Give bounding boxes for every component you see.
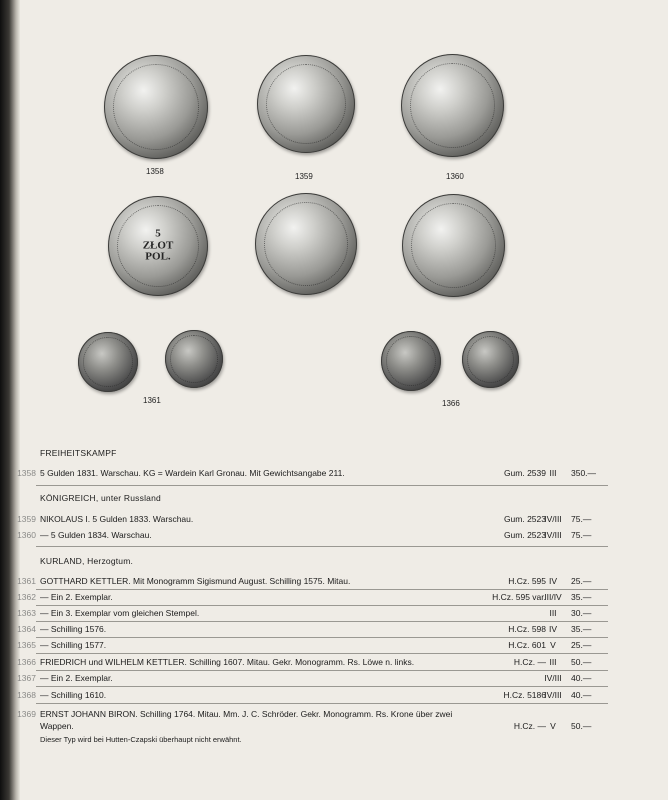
lot-price: 35.— [571, 592, 592, 602]
lot-description: — Ein 2. Exemplar. [40, 592, 113, 602]
lot-row [0, 530, 668, 543]
figure-label-1358: 1358 [146, 167, 164, 176]
lot-number: 1364 [17, 624, 36, 634]
coin-1359-obverse [257, 55, 355, 153]
lot-number: 1369 [17, 709, 36, 719]
coin-1366-obverse [381, 331, 441, 391]
lot-grade: IV [548, 576, 558, 586]
lot-number: 1360 [17, 530, 36, 540]
lot-reference: Gum. 2539 [503, 468, 546, 478]
lot-grade: III [549, 657, 557, 667]
lot-description: GOTTHARD KETTLER. Mit Monogramm Sigismund August. Schilling 1575. Mitau. [40, 576, 351, 586]
divider [36, 589, 608, 590]
lot-price: 25.— [571, 640, 592, 650]
coin-1360-obverse [401, 54, 504, 157]
lot-description: — Ein 2. Exemplar. [40, 673, 113, 683]
divider [36, 686, 608, 687]
figure-label-1366: 1366 [442, 399, 460, 408]
divider [36, 546, 608, 547]
lot-price: 25.— [571, 576, 592, 586]
lot-grade: IV/III [544, 530, 562, 540]
lot-row [0, 468, 668, 481]
coin-1358-obverse [104, 55, 208, 159]
lot-description: — 5 Gulden 1834. Warschau. [40, 530, 152, 540]
lot-reference: H.Cz. 598 [508, 624, 546, 634]
lot-description: — Schilling 1610. [40, 690, 107, 700]
divider [36, 621, 608, 622]
lot-description: — Schilling 1576. [40, 624, 107, 634]
lot-price: 75.— [571, 514, 592, 524]
lot-grade: V [550, 721, 556, 731]
lot-reference: H.Cz. 595 var. [492, 592, 546, 602]
divider [36, 605, 608, 606]
lot-row [0, 690, 668, 703]
lot-number: 1365 [17, 640, 36, 650]
lot-number: 1361 [17, 576, 36, 586]
lot-grade: IV/III [544, 514, 562, 524]
lot-reference: H.Cz. — [513, 657, 546, 667]
footnote: Dieser Typ wird bei Hutten-Czapski überhaupt nicht erwähnt. [40, 735, 242, 744]
lot-row [0, 514, 668, 527]
lot-row [0, 640, 668, 653]
lot-description: 5 Gulden 1831. Warschau. KG = Wardein Karl Gronau. Mit Gewichtsangabe 211. [40, 468, 345, 478]
coin-1360-reverse [402, 194, 505, 297]
coin-1358-reverse [108, 196, 208, 296]
lot-number: 1362 [17, 592, 36, 602]
lot-row [0, 673, 668, 686]
divider [36, 703, 608, 704]
lot-reference: H.Cz. 595 [508, 576, 546, 586]
lot-price: 30.— [571, 608, 592, 618]
lot-grade: V [550, 640, 556, 650]
lot-row [0, 657, 668, 670]
figure-label-1361: 1361 [143, 396, 161, 405]
lot-description: ERNST JOHANN BIRON. Schilling 1764. Mitau. Mm. J. C. Schröder. Gekr. Monogramm. Rs. Krone über zwei [40, 709, 453, 719]
lot-number: 1366 [17, 657, 36, 667]
lot-row-continuation [0, 721, 668, 734]
section-title-freiheitskampf: FREIHEITSKAMPF [40, 448, 117, 458]
lot-grade: III/IV [544, 592, 562, 602]
figure-label-1360: 1360 [446, 172, 464, 181]
lot-price: 75.— [571, 530, 592, 540]
lot-row [0, 608, 668, 621]
coin-1361-reverse [165, 330, 223, 388]
divider [36, 670, 608, 671]
lot-grade: IV/III [544, 690, 562, 700]
lot-row [0, 576, 668, 589]
lot-number: 1358 [17, 468, 36, 478]
lot-description-continued: Wappen. [40, 721, 74, 731]
lot-price: 50.— [571, 721, 592, 731]
lot-grade: III [549, 468, 557, 478]
lot-price: 40.— [571, 690, 592, 700]
lot-description: NIKOLAUS I. 5 Gulden 1833. Warschau. [40, 514, 194, 524]
lot-number: 1359 [17, 514, 36, 524]
coin-1366-reverse [462, 331, 519, 388]
coin-1361-obverse [78, 332, 138, 392]
lot-grade: IV/III [544, 673, 562, 683]
lot-reference: H.Cz. 601 [508, 640, 546, 650]
divider [36, 637, 608, 638]
lot-reference: H.Cz. — [513, 721, 546, 731]
section-title-kurland: KURLAND, Herzogtum. [40, 556, 134, 566]
lot-price: 35.— [571, 624, 592, 634]
lot-description: FRIEDRICH und WILHELM KETTLER. Schilling 1607. Mitau. Gekr. Monogramm. Rs. Löwe n. links. [40, 657, 415, 667]
lot-number: 1363 [17, 608, 36, 618]
lot-grade: III [549, 608, 557, 618]
lot-reference: Gum. 2523 [503, 514, 546, 524]
section-title-koenigreich: KÖNIGREICH, unter Russland [40, 493, 161, 503]
figure-label-1359: 1359 [295, 172, 313, 181]
coin-1359-reverse [255, 193, 357, 295]
lot-number: 1367 [17, 673, 36, 683]
lot-description: — Ein 3. Exemplar vom gleichen Stempel. [40, 608, 200, 618]
lot-reference: H.Cz. 5186 [503, 690, 546, 700]
divider [36, 653, 608, 654]
lot-reference: Gum. 2523 [503, 530, 546, 540]
lot-description: — Schilling 1577. [40, 640, 107, 650]
divider [36, 485, 608, 486]
lot-row [0, 624, 668, 637]
lot-price: 50.— [571, 657, 592, 667]
lot-price: 350.— [571, 468, 597, 478]
lot-number: 1368 [17, 690, 36, 700]
lot-row [0, 592, 668, 605]
lot-price: 40.— [571, 673, 592, 683]
coin-1358-reverse-inscription: 5 ZŁOT POL. [142, 227, 174, 263]
lot-grade: IV [548, 624, 558, 634]
